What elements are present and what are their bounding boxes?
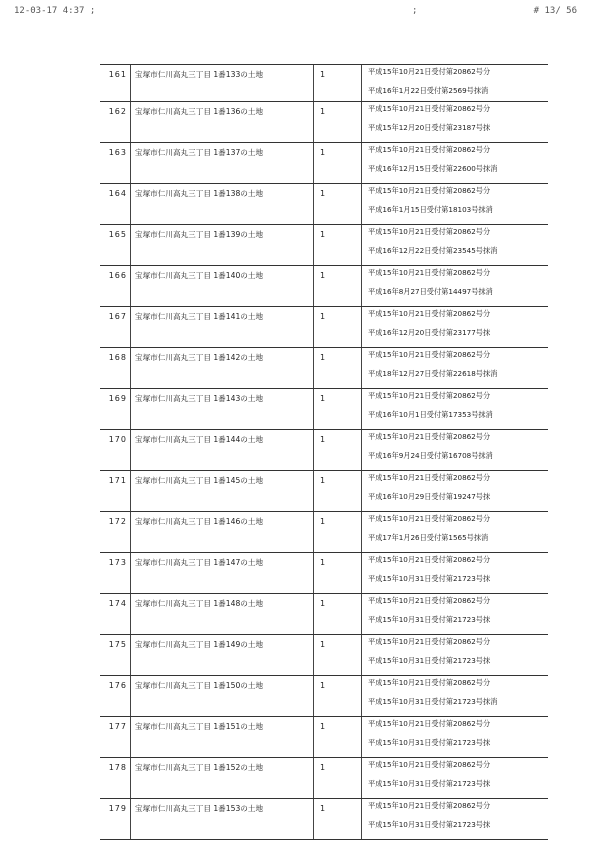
registration-line-2: 平成16年1月22日受付第2569号抹消 — [368, 86, 489, 95]
row-number: 168 — [108, 353, 127, 362]
registration-info — [361, 307, 548, 347]
registration-info — [361, 717, 548, 757]
table-row — [100, 470, 548, 511]
registration-line-2: 平成16年8月27日受付第14497号抹消 — [368, 287, 493, 296]
registration-line-1: 平成15年10月21日受付第20862号分 — [368, 145, 491, 154]
property-count: 1 — [313, 307, 361, 347]
property-count: 1 — [313, 143, 361, 183]
table-row — [100, 593, 548, 634]
registration-info — [361, 676, 548, 716]
registration-info — [361, 348, 548, 388]
table-row — [100, 64, 548, 101]
property-count: 1 — [313, 471, 361, 511]
table-row — [100, 101, 548, 142]
row-number: 174 — [108, 599, 127, 608]
table-row — [100, 224, 548, 265]
table-row — [100, 347, 548, 388]
table-row — [100, 306, 548, 347]
row-number: 173 — [108, 558, 127, 567]
property-count: 1 — [313, 676, 361, 716]
registration-line-1: 平成15年10月21日受付第20862号分 — [368, 432, 491, 441]
registration-line-2: 平成15年10月31日受付第21723号抹 — [368, 615, 491, 624]
registration-line-1: 平成15年10月21日受付第20862号分 — [368, 514, 491, 523]
row-number: 165 — [108, 230, 127, 239]
property-location: 宝塚市仁川高丸三丁目 1番146の土地 — [130, 512, 313, 552]
registration-info — [361, 225, 548, 265]
table-row — [100, 183, 548, 224]
property-count: 1 — [313, 594, 361, 634]
registration-line-2: 平成15年12月20日受付第23187号抹 — [368, 123, 491, 132]
registration-info — [361, 65, 548, 101]
property-count: 1 — [313, 225, 361, 265]
property-count: 1 — [313, 184, 361, 224]
registration-info — [361, 594, 548, 634]
registration-info — [361, 799, 548, 839]
registration-line-2: 平成16年12月22日受付第23545号抹消 — [368, 246, 498, 255]
registration-info — [361, 758, 548, 798]
property-count: 1 — [313, 389, 361, 429]
registration-line-1: 平成15年10月21日受付第20862号分 — [368, 596, 491, 605]
row-number: 161 — [108, 70, 127, 79]
property-table — [100, 64, 548, 840]
registration-info — [361, 184, 548, 224]
registration-line-1: 平成15年10月21日受付第20862号分 — [368, 473, 491, 482]
row-number: 164 — [108, 189, 127, 198]
registration-line-2: 平成15年10月31日受付第21723号抹 — [368, 738, 491, 747]
property-count: 1 — [313, 512, 361, 552]
table-row — [100, 388, 548, 429]
registration-info — [361, 635, 548, 675]
registration-line-1: 平成15年10月21日受付第20862号分 — [368, 801, 491, 810]
property-location: 宝塚市仁川高丸三丁目 1番141の土地 — [130, 307, 313, 347]
registration-info — [361, 430, 548, 470]
property-location: 宝塚市仁川高丸三丁目 1番145の土地 — [130, 471, 313, 511]
registration-line-1: 平成15年10月21日受付第20862号分 — [368, 104, 491, 113]
table-row — [100, 757, 548, 798]
table-row — [100, 142, 548, 183]
row-number: 179 — [108, 804, 127, 813]
registration-line-2: 平成16年10月1日受付第17353号抹消 — [368, 410, 493, 419]
row-number: 177 — [108, 722, 127, 731]
property-count: 1 — [313, 635, 361, 675]
registration-line-1: 平成15年10月21日受付第20862号分 — [368, 186, 491, 195]
property-location: 宝塚市仁川高丸三丁目 1番148の土地 — [130, 594, 313, 634]
registration-info — [361, 143, 548, 183]
registration-info — [361, 102, 548, 142]
property-count: 1 — [313, 65, 361, 101]
table-row — [100, 798, 548, 840]
property-location: 宝塚市仁川高丸三丁目 1番152の土地 — [130, 758, 313, 798]
property-location: 宝塚市仁川高丸三丁目 1番138の土地 — [130, 184, 313, 224]
property-location: 宝塚市仁川高丸三丁目 1番143の土地 — [130, 389, 313, 429]
row-number: 176 — [108, 681, 127, 690]
row-number: 163 — [108, 148, 127, 157]
property-location: 宝塚市仁川高丸三丁目 1番153の土地 — [130, 799, 313, 839]
fax-separator: ; — [412, 6, 418, 16]
property-location: 宝塚市仁川高丸三丁目 1番140の土地 — [130, 266, 313, 306]
registration-info — [361, 389, 548, 429]
row-number: 169 — [108, 394, 127, 403]
property-location: 宝塚市仁川高丸三丁目 1番139の土地 — [130, 225, 313, 265]
registration-line-1: 平成15年10月21日受付第20862号分 — [368, 268, 491, 277]
registration-line-2: 平成18年12月27日受付第22618号抹消 — [368, 369, 498, 378]
registration-line-1: 平成15年10月21日受付第20862号分 — [368, 760, 491, 769]
table-row — [100, 511, 548, 552]
row-number: 166 — [108, 271, 127, 280]
registration-line-2: 平成16年9月24日受付第16708号抹消 — [368, 451, 493, 460]
registration-info — [361, 266, 548, 306]
row-number: 162 — [108, 107, 127, 116]
property-location: 宝塚市仁川高丸三丁目 1番133の土地 — [130, 65, 313, 101]
registration-line-1: 平成15年10月21日受付第20862号分 — [368, 227, 491, 236]
property-count: 1 — [313, 758, 361, 798]
registration-line-2: 平成15年10月31日受付第21723号抹 — [368, 779, 491, 788]
property-location: 宝塚市仁川高丸三丁目 1番142の土地 — [130, 348, 313, 388]
property-count: 1 — [313, 553, 361, 593]
row-number: 175 — [108, 640, 127, 649]
registration-line-2: 平成16年12月20日受付第23177号抹 — [368, 328, 491, 337]
property-location: 宝塚市仁川高丸三丁目 1番144の土地 — [130, 430, 313, 470]
fax-header — [0, 6, 595, 20]
registration-line-1: 平成15年10月21日受付第20862号分 — [368, 309, 491, 318]
fax-timestamp: 12-03-17 4:37 ; — [14, 6, 96, 16]
registration-line-2: 平成16年12月15日受付第22600号抹消 — [368, 164, 498, 173]
registration-line-2: 平成16年1月15日受付第18103号抹消 — [368, 205, 493, 214]
row-number: 172 — [108, 517, 127, 526]
property-location: 宝塚市仁川高丸三丁目 1番150の土地 — [130, 676, 313, 716]
registration-line-2: 平成17年1月26日受付第1565号抹消 — [368, 533, 489, 542]
registration-line-1: 平成15年10月21日受付第20862号分 — [368, 555, 491, 564]
property-count: 1 — [313, 717, 361, 757]
table-row — [100, 552, 548, 593]
property-location: 宝塚市仁川高丸三丁目 1番151の土地 — [130, 717, 313, 757]
registration-line-2: 平成15年10月31日受付第21723号抹 — [368, 820, 491, 829]
table-row — [100, 675, 548, 716]
registration-line-1: 平成15年10月21日受付第20862号分 — [368, 67, 491, 76]
registration-line-1: 平成15年10月21日受付第20862号分 — [368, 391, 491, 400]
table-row — [100, 634, 548, 675]
registration-info — [361, 471, 548, 511]
property-count: 1 — [313, 799, 361, 839]
row-number: 167 — [108, 312, 127, 321]
property-location: 宝塚市仁川高丸三丁目 1番149の土地 — [130, 635, 313, 675]
row-number: 170 — [108, 435, 127, 444]
registration-line-1: 平成15年10月21日受付第20862号分 — [368, 637, 491, 646]
property-location: 宝塚市仁川高丸三丁目 1番147の土地 — [130, 553, 313, 593]
registration-line-2: 平成15年10月31日受付第21723号抹消 — [368, 697, 498, 706]
registration-info — [361, 512, 548, 552]
row-number: 171 — [108, 476, 127, 485]
registration-line-2: 平成16年10月29日受付第19247号抹 — [368, 492, 491, 501]
table-row — [100, 429, 548, 470]
registration-line-1: 平成15年10月21日受付第20862号分 — [368, 350, 491, 359]
property-location: 宝塚市仁川高丸三丁目 1番137の土地 — [130, 143, 313, 183]
registration-line-2: 平成15年10月31日受付第21723号抹 — [368, 574, 491, 583]
row-number: 178 — [108, 763, 127, 772]
registration-line-2: 平成15年10月31日受付第21723号抹 — [368, 656, 491, 665]
property-count: 1 — [313, 102, 361, 142]
property-location: 宝塚市仁川高丸三丁目 1番136の土地 — [130, 102, 313, 142]
property-count: 1 — [313, 430, 361, 470]
property-count: 1 — [313, 348, 361, 388]
registration-info — [361, 553, 548, 593]
registration-line-1: 平成15年10月21日受付第20862号分 — [368, 678, 491, 687]
table-row — [100, 716, 548, 757]
registration-line-1: 平成15年10月21日受付第20862号分 — [368, 719, 491, 728]
fax-page-number: # 13/ 56 — [533, 6, 577, 16]
property-count: 1 — [313, 266, 361, 306]
table-row — [100, 265, 548, 306]
